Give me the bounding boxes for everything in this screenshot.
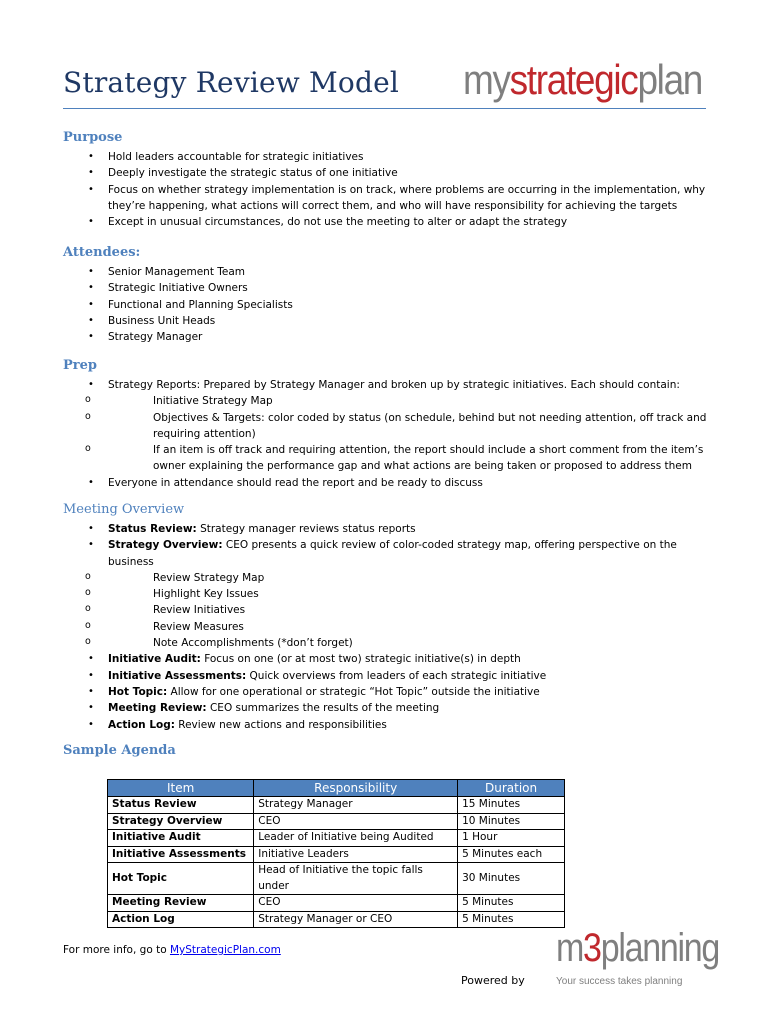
list-item: • Strategic Initiative Owners: [63, 280, 723, 296]
list-item: • Focus on whether strategy implementation is on track, where problems are occurring in the implementation, why they’re happening, what actions will correct them, and who will have responsibility for achieving the targets: [63, 182, 723, 215]
list-item: • Action Log: Review new actions and responsibilities: [63, 717, 723, 733]
list-item: • Functional and Planning Specialists: [63, 297, 723, 313]
table-cell: Initiative Assessments: [108, 846, 254, 863]
table-cell: Strategy Manager: [254, 797, 458, 814]
list-item: • Strategy Reports: Prepared by Strategy Manager and broken up by strategic initiatives. Each should contain: o Initiative Strategy Map o Objectives & Targets: color coded by status (on schedule, behind but not needing attention, off track and requiring attention) o If an item is off track and requiring attention, the report should include a short comment from the item’s owner explaining the performance gap and what actions are being taken or proposed to address them: [63, 377, 723, 475]
sample-agenda-heading: Sample Agenda: [63, 743, 176, 758]
sub-list-item: o Note Accomplishments (*don’t forget): [63, 635, 723, 651]
table-row: [108, 863, 565, 895]
table-cell: Strategy Manager or CEO: [254, 911, 458, 928]
list-item: • Senior Management Team: [63, 264, 723, 280]
meeting-overview-list: [63, 521, 723, 733]
table-header-row: [108, 780, 565, 797]
sub-list-item: o Review Initiatives: [63, 602, 723, 618]
table-cell: 5 Minutes: [458, 895, 565, 912]
sub-list-item: o Initiative Strategy Map: [63, 393, 723, 409]
list-item: • Strategy Overview: CEO presents a quick review of color-coded strategy map, offering perspective on the business o Review Strategy Map o Highlight Key Issues o Review Initiatives o Review Measures o Note Accomplishments (*don’t forget): [63, 537, 723, 651]
sub-list-item: o Review Measures: [63, 619, 723, 635]
list-item: • Deeply investigate the strategic status of one initiative: [63, 165, 723, 181]
table-cell: Action Log: [108, 911, 254, 928]
sub-list-item: o Review Strategy Map: [63, 570, 723, 586]
page-title: Strategy Review Model: [63, 66, 400, 99]
agenda-table: [107, 779, 565, 928]
column-header-item: Item: [108, 780, 254, 797]
list-item: • Hot Topic: Allow for one operational or strategic “Hot Topic” outside the initiative: [63, 684, 723, 700]
purpose-list: [63, 149, 723, 230]
sample-agenda-section: [63, 743, 723, 762]
table-cell: CEO: [254, 813, 458, 830]
table-cell: 5 Minutes each: [458, 846, 565, 863]
m3planning-logo: m3planning: [556, 926, 720, 970]
table-cell: 1 Hour: [458, 830, 565, 847]
meeting-overview-section: [63, 502, 723, 733]
table-cell: Meeting Review: [108, 895, 254, 912]
prep-sublist: [63, 393, 723, 474]
m3planning-tagline: Your success takes planning: [556, 976, 683, 987]
sub-list-item: o Highlight Key Issues: [63, 586, 723, 602]
mystrategicplan-logo: mystrategicplan: [463, 56, 703, 103]
mystrategicplan-link[interactable]: MyStrategicPlan.com: [169, 944, 281, 956]
list-item: • Except in unusual circumstances, do not use the meeting to alter or adapt the strategy: [63, 214, 723, 230]
attendees-section: [63, 245, 723, 345]
list-item: • Initiative Assessments: Quick overviews from leaders of each strategic initiative: [63, 668, 723, 684]
table-cell: Initiative Audit: [108, 830, 254, 847]
table-row: [108, 846, 565, 863]
list-item: • Initiative Audit: Focus on one (or at most two) strategic initiative(s) in depth: [63, 651, 723, 667]
prep-list: [63, 377, 723, 491]
table-cell: Head of Initiative the topic falls under: [254, 863, 458, 895]
table-row: [108, 797, 565, 814]
purpose-section: [63, 130, 723, 230]
meeting-overview-heading: Meeting Overview: [63, 502, 185, 517]
sub-list-item: o Objectives & Targets: color coded by status (on schedule, behind but not needing attention, off track and requiring attention): [63, 410, 723, 443]
table-cell: Hot Topic: [108, 863, 254, 895]
list-item: • Business Unit Heads: [63, 313, 723, 329]
list-item: • Hold leaders accountable for strategic initiatives: [63, 149, 723, 165]
attendees-heading: Attendees:: [63, 245, 141, 260]
column-header-duration: Duration: [458, 780, 565, 797]
table-cell: 30 Minutes: [458, 863, 565, 895]
table-cell: Strategy Overview: [108, 813, 254, 830]
table-row: [108, 830, 565, 847]
table-cell: 5 Minutes: [458, 911, 565, 928]
column-header-responsibility: Responsibility: [254, 780, 458, 797]
table-row: [108, 813, 565, 830]
table-cell: Status Review: [108, 797, 254, 814]
table-row: [108, 895, 565, 912]
purpose-heading: Purpose: [63, 130, 123, 145]
list-item: • Strategy Manager: [63, 329, 723, 345]
attendees-list: [63, 264, 723, 345]
table-cell: Leader of Initiative being Audited: [254, 830, 458, 847]
powered-by-label: Powered by: [461, 974, 525, 987]
header-divider: [63, 108, 706, 109]
list-item: • Everyone in attendance should read the report and be ready to discuss: [63, 475, 723, 491]
list-item: • Status Review: Strategy manager reviews status reports: [63, 521, 723, 537]
strategy-overview-sublist: [63, 570, 723, 651]
table-cell: CEO: [254, 895, 458, 912]
table-row: [108, 911, 565, 928]
table-cell: 15 Minutes: [458, 797, 565, 814]
prep-heading: Prep: [63, 358, 97, 373]
table-cell: 10 Minutes: [458, 813, 565, 830]
footer-info: For more info, go to MyStrategicPlan.com: [63, 944, 281, 956]
prep-section: [63, 358, 723, 491]
sub-list-item: o If an item is off track and requiring attention, the report should include a short comment from the item’s owner explaining the performance gap and what actions are being taken or proposed to address them: [63, 442, 723, 475]
table-cell: Initiative Leaders: [254, 846, 458, 863]
list-item: • Meeting Review: CEO summarizes the results of the meeting: [63, 700, 723, 716]
